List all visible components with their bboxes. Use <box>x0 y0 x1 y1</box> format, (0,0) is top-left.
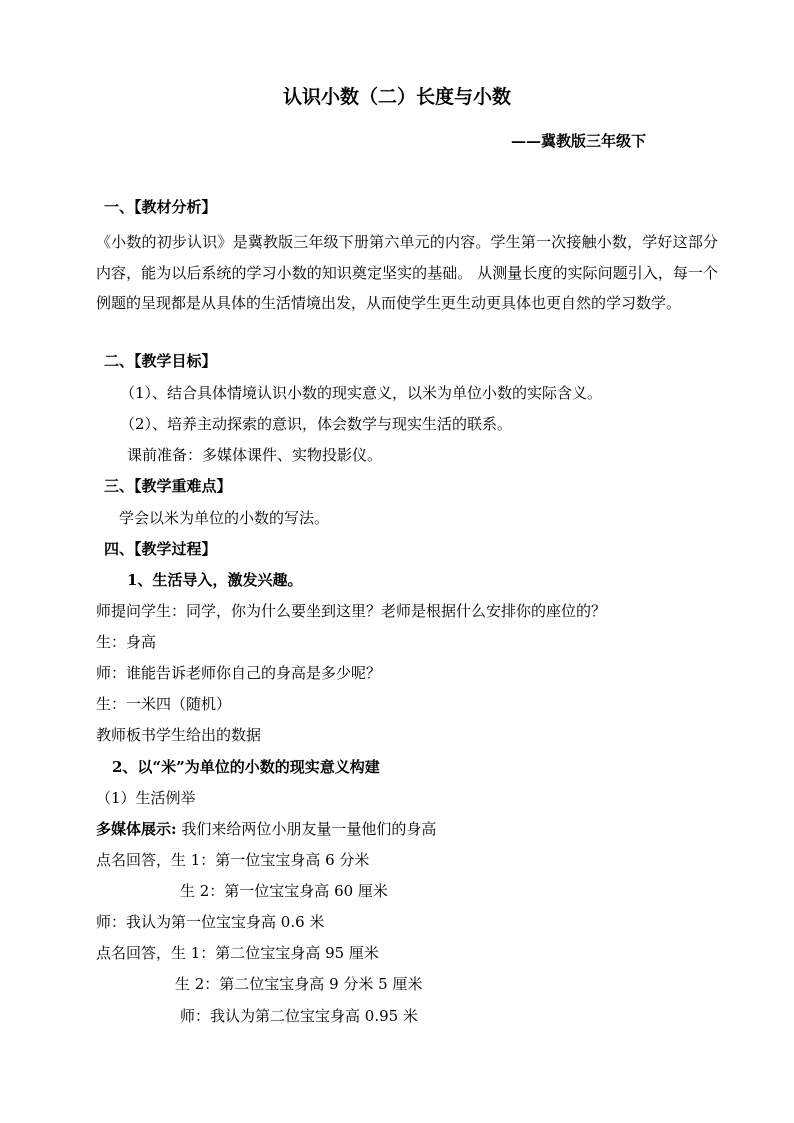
analysis-paragraph: 《小数的初步认识》是冀教版三年级下册第六单元的内容。学生第一次接触小数，学好这部分内容，能为以后系统的学习小数的知识奠定坚实的基础。 从测量长度的实际问题引入，每一个例题的呈现都是从具体的生活情境出发，从而使学生更生动更具体也更自然的学习数学。 <box>96 233 718 312</box>
objective-item-1: （1）、结合具体情境认识小数的现实意义，以米为单位小数的实际含义。 <box>120 384 603 402</box>
section-heading-process: 四、【教学过程】 <box>104 540 217 558</box>
page-subtitle: ——冀教版三年级下 <box>511 132 647 150</box>
step-1-heading: 1、生活导入，激发兴趣。 <box>127 571 303 589</box>
key-points-text: 学会以米为单位的小数的写法。 <box>119 509 330 527</box>
media-text: 我们来给两位小朋友量一量他们的身高 <box>176 820 437 838</box>
page-title: 认识小数（二）长度与小数 <box>282 86 511 108</box>
dialogue-line: 师：我认为第一位宝宝身高 0.6 米 <box>96 913 325 931</box>
objective-item-2: （2）、培养主动探索的意识，体会数学与现实生活的联系。 <box>120 415 513 433</box>
dialogue-line: 生：身高 <box>96 633 157 651</box>
dialogue-line: 点名回答，生 1：第二位宝宝身高 95 厘米 <box>96 944 379 962</box>
media-label: 多媒体展示: <box>96 820 177 838</box>
dialogue-line: 生 2：第一位宝宝身高 60 厘米 <box>180 882 388 900</box>
preparation-text: 课前准备：多媒体课件、实物投影仪。 <box>127 446 383 464</box>
media-line <box>96 819 436 839</box>
section-heading-objectives: 二、【教学目标】 <box>104 352 217 370</box>
dialogue-line: 教师板书学生给出的数据 <box>96 726 262 744</box>
dialogue-line: 点名回答，生 1：第一位宝宝身高 6 分米 <box>96 851 370 869</box>
section-heading-analysis: 一、【教材分析】 <box>104 198 217 216</box>
dialogue-line: 生 2：第二位宝宝身高 9 分米 5 厘米 <box>175 975 423 993</box>
step-2-heading: 2、以“米”为单位的小数的现实意义构建 <box>112 758 380 776</box>
dialogue-line: 师：谁能告诉老师你自己的身高是多少呢？ <box>96 664 382 682</box>
dialogue-line: 生：一米四（随机） <box>96 695 232 713</box>
dialogue-line: 师：我认为第二位宝宝身高 0.95 米 <box>180 1007 418 1025</box>
dialogue-line: 师提问学生：同学，你为什么要坐到这里？老师是根据什么安排你的座位的？ <box>96 602 607 620</box>
section-heading-key-points: 三、【教学重难点】 <box>104 477 232 495</box>
sub-heading-examples: （1）生活例举 <box>96 789 196 807</box>
